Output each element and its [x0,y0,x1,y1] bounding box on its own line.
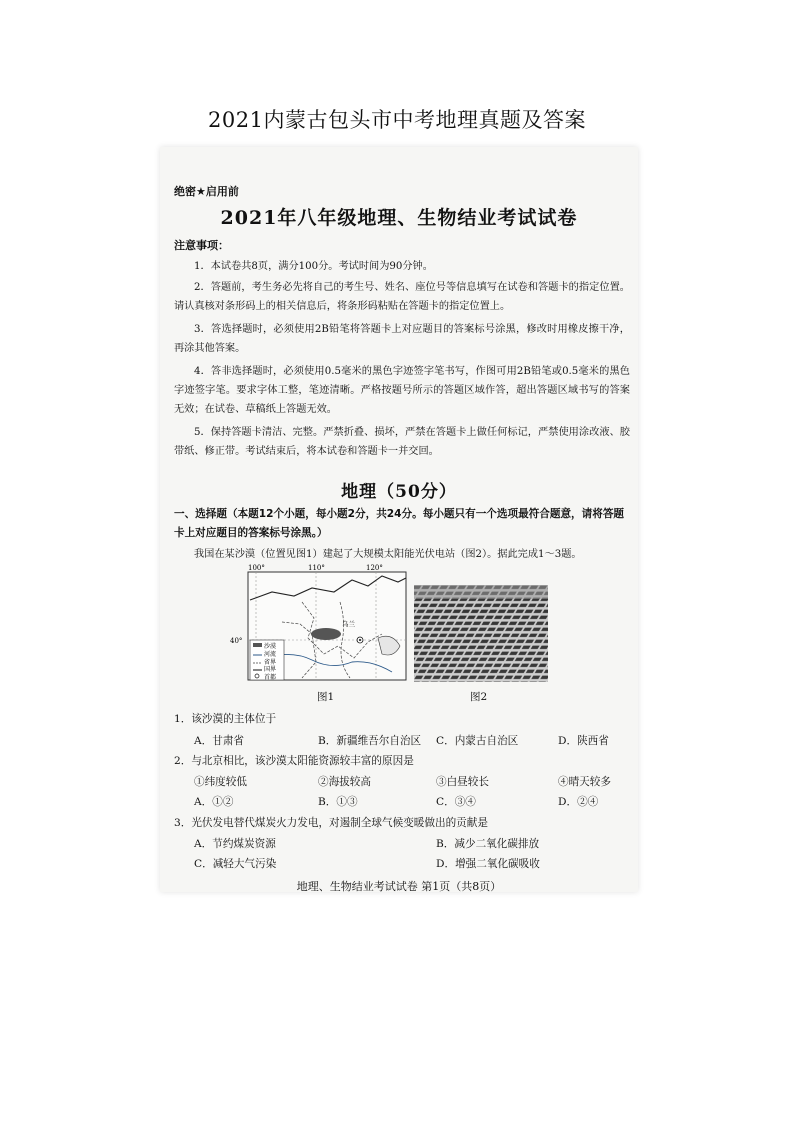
question-3-option-d: D．增强二氧化碳吸收 [436,858,540,870]
question-1-stem: 1．该沙漠的主体位于 [174,713,277,725]
city-label: 乌兰 [342,620,355,628]
question-2-option-a: A．①② [194,796,234,808]
longitude-label: 110° [308,564,325,572]
section-title: 地理（50分） [341,482,457,502]
question-1-option-c: C．内蒙古自治区 [436,735,519,747]
notice-item: 3．答选择题时，必须使用2B铅笔将答题卡上对应题目的答案标号涂黑，修改时用橡皮擦干净，再涂其他答案。 [174,324,630,354]
question-1-option-d: D．陕西省 [558,735,609,747]
question-1-option-b: B．新疆维吾尔自治区 [318,735,422,747]
notice-item: 4．答非选择题时，必须使用0.5毫米的黑色字迹签字笔书写，作图可用2B铅笔或0.5毫米的黑色字迹签字笔。要求字体工整，笔迹清晰。严格按题号所示的答题区域作答，超出答题区域书写的答案无效；在试卷、草稿纸上答题无效。 [174,366,630,415]
question-1-option-a: A．甘肃省 [194,735,245,747]
longitude-label: 120° [366,564,383,572]
solar-farm-photo [414,585,548,682]
question-3-option-b: B．减少二氧化碳排放 [436,838,540,850]
question-2-stem: 2．与北京相比，该沙漠太阳能资源较丰富的原因是 [174,755,414,767]
legend-item: 河流 [264,651,277,658]
page-footer: 地理、生物结业考试试卷 第1页（共8页） [296,880,502,893]
figure-2-caption: 图2 [470,691,488,703]
confidential-label: 绝密★启用前 [174,185,239,198]
figure-1-caption: 图1 [317,691,335,703]
notice-item: 1．本试卷共8页，满分100分。考试时间为90分钟。 [194,261,433,272]
legend-item: 省界 [264,659,277,666]
section-instructions: 一、选择题（本题12个小题，每小题2分，共24分。每小题只有一个选项最符合题意，请将答题卡上对应题目的答案标号涂黑。） [174,508,625,539]
question-2-condition: ③白昼较长 [436,776,489,788]
exam-page-scan [160,147,638,892]
legend-item: 国界 [264,666,277,673]
question-2-option-b: B．①③ [318,796,358,808]
longitude-label: 100° [248,564,265,572]
question-3-stem: 3．光伏发电替代煤炭火力发电，对遏制全球气候变暖做出的贡献是 [174,817,488,829]
legend-item: 首都 [264,674,277,681]
desert-area [311,628,341,640]
notice-item: 5．保持答题卡清洁、完整。严禁折叠、损坏，严禁在答题卡上做任何标记，严禁使用涂改液、胶带纸、修正带。考试结束后，将本试卷和答题卡一并交回。 [174,427,630,457]
document-title: 2021内蒙古包头市中考地理真题及答案 [208,108,586,132]
question-2-condition: ①纬度较低 [194,776,247,788]
question-2-condition: ②海拔较高 [318,776,371,788]
notice-item: 2．答题前，考生务必先将自己的考生号、姓名、座位号等信息填写在试卷和答题卡的指定位置。请认真核对条形码上的相关信息后，将条形码粘贴在答题卡的指定位置上。 [174,282,630,312]
latitude-label: 40° [230,637,243,645]
exam-title: 2021年八年级地理、生物结业考试试卷 [220,207,578,229]
notice-heading: 注意事项： [174,239,229,252]
question-3-option-c: C．减轻大气污染 [194,858,277,870]
legend-item: 沙漠 [264,643,277,650]
question-2-option-d: D．②④ [558,796,599,808]
question-group-stem: 我国在某沙漠（位置见图1）建起了大规模太阳能光伏电站（图2）。据此完成1～3题。 [194,549,582,560]
question-3-option-a: A．节约煤炭资源 [194,838,276,850]
question-2-condition: ④晴天较多 [558,776,611,788]
question-2-option-c: C．③④ [436,796,476,808]
location-map-figure [230,562,410,682]
